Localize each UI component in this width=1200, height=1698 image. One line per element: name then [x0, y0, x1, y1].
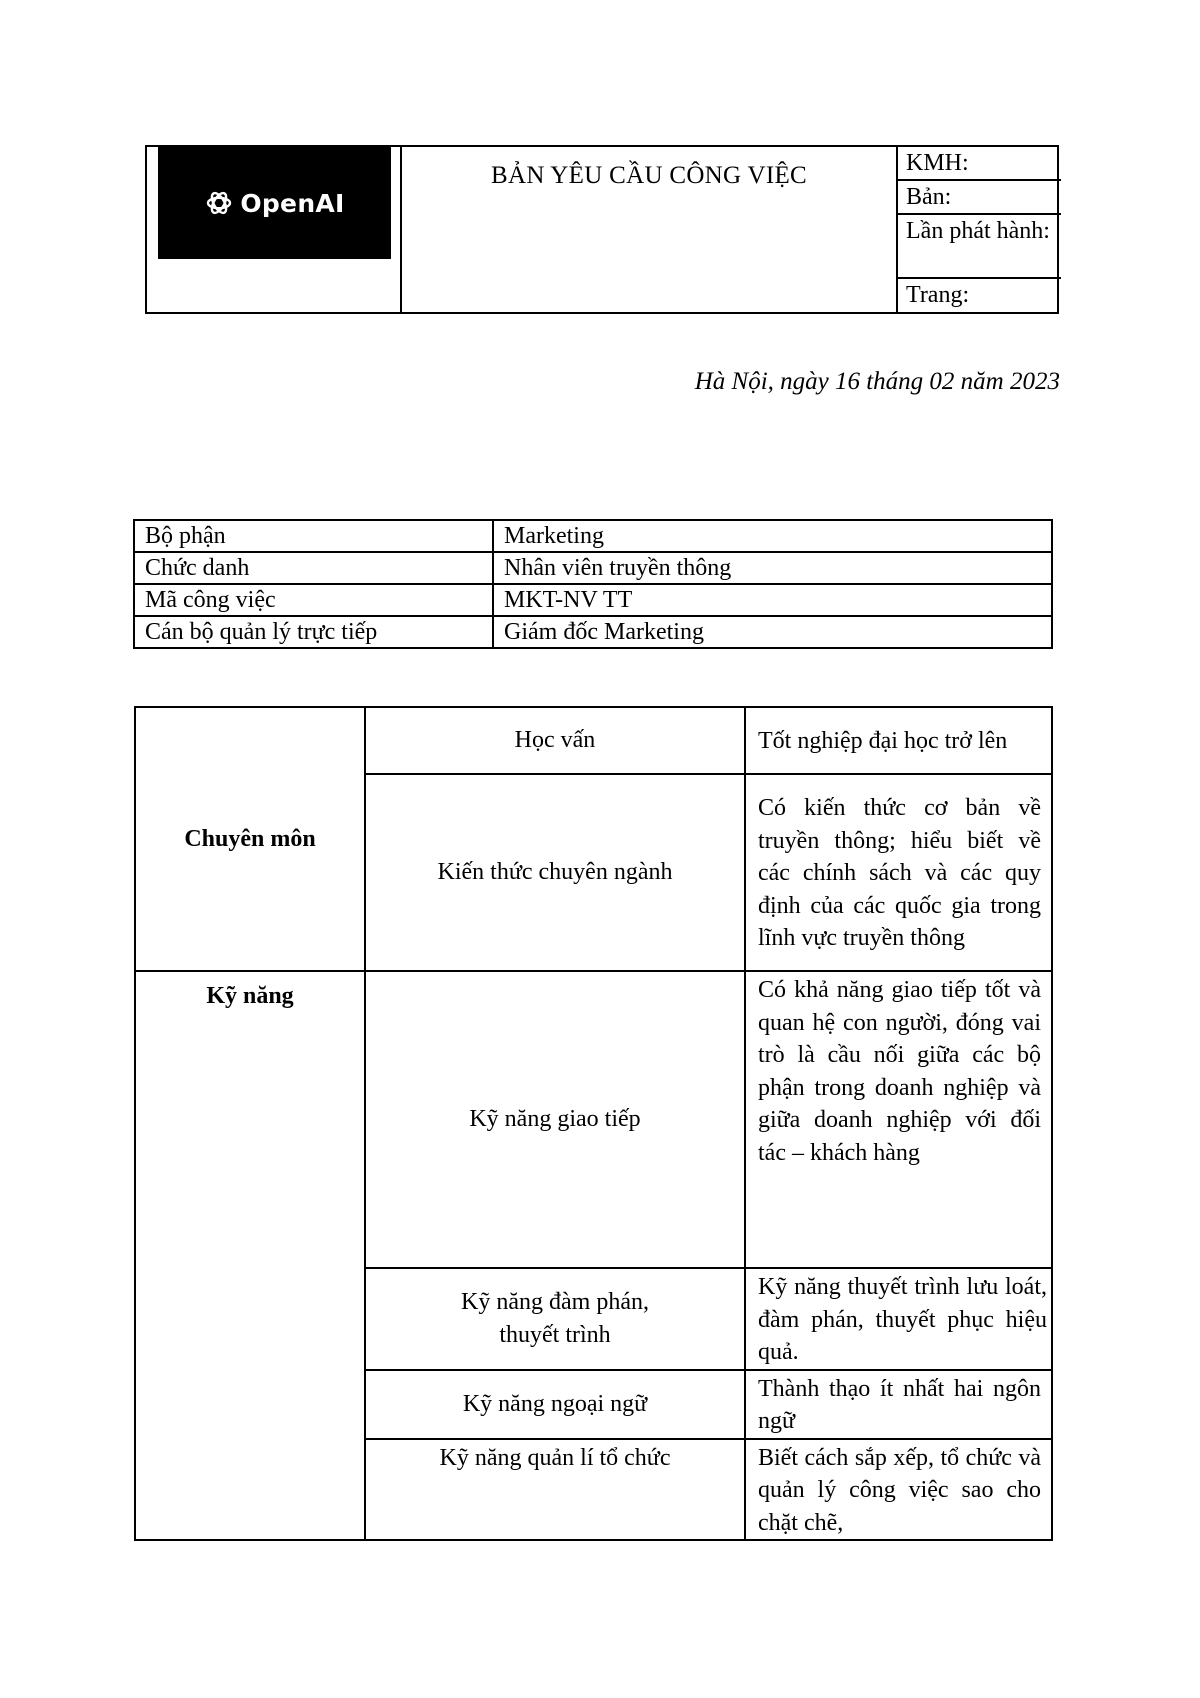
- meta-lan-phat-hanh: Lần phát hành:: [898, 215, 1061, 279]
- date-line: Hà Nội, ngày 16 tháng 02 năm 2023: [694, 368, 1060, 395]
- meta-trang: Trang:: [906, 282, 970, 308]
- table-row: [134, 584, 1052, 616]
- requirement-name: Học vấn: [365, 707, 745, 774]
- requirements-table: [134, 706, 1053, 1541]
- document-title: BẢN YÊU CẦU CÔNG VIỆC: [490, 162, 808, 189]
- document-header: [145, 145, 1059, 314]
- company-logo: [158, 147, 391, 259]
- info-label: Cán bộ quản lý trực tiếp: [134, 616, 493, 648]
- group-chuyen-mon: Chuyên môn: [135, 707, 365, 971]
- requirement-desc: Có kiến thức cơ bản về truyền thông; hiểu biết về các chính sách và các quy định của các quốc gia trong lĩnh vực truyền thông: [745, 774, 1052, 971]
- meta-kmh: KMH:: [898, 147, 1061, 181]
- info-label: Chức danh: [134, 552, 493, 584]
- logo-cell: [147, 147, 402, 312]
- info-value: Marketing: [493, 520, 1052, 552]
- requirement-name: Kỹ năng quản lí tổ chức: [365, 1439, 745, 1541]
- table-row: [134, 552, 1052, 584]
- requirement-desc: Thành thạo ít nhất hai ngôn ngữ: [745, 1370, 1052, 1439]
- table-row: [135, 971, 1052, 1268]
- document-meta: [896, 147, 1061, 312]
- openai-knot-icon: [204, 188, 234, 218]
- requirement-name: Kiến thức chuyên ngành: [365, 774, 745, 971]
- requirement-desc: Kỹ năng thuyết trình lưu loát, đàm phán, thuyết phục hiệu quả.: [745, 1268, 1052, 1370]
- info-value: Giám đốc Marketing: [493, 616, 1052, 648]
- requirement-name: Kỹ năng đàm phán, thuyết trình: [365, 1268, 745, 1370]
- logo-text: OpenAI: [240, 188, 345, 218]
- table-row: [134, 616, 1052, 648]
- table-row: [135, 707, 1052, 774]
- table-row: [134, 520, 1052, 552]
- info-value: Nhân viên truyền thông: [493, 552, 1052, 584]
- requirement-desc: Biết cách sắp xếp, tổ chức và quản lý công việc sao cho chặt chẽ,: [745, 1439, 1052, 1541]
- group-ky-nang: Kỹ năng: [135, 971, 365, 1540]
- info-label: Mã công việc: [134, 584, 493, 616]
- requirement-name: Kỹ năng ngoại ngữ: [365, 1370, 745, 1439]
- requirement-desc: Tốt nghiệp đại học trở lên: [745, 707, 1052, 774]
- position-info-table: [133, 519, 1053, 649]
- info-label: Bộ phận: [134, 520, 493, 552]
- meta-ban: Bản:: [898, 181, 1061, 215]
- info-value: MKT-NV TT: [493, 584, 1052, 616]
- requirement-name: Kỹ năng giao tiếp: [365, 971, 745, 1268]
- requirement-desc: Có khả năng giao tiếp tốt và quan hệ con người, đóng vai trò là cầu nối giữa các bộ phận trong doanh nghiệp và giữa doanh nghiệp với đối tác – khách hàng: [745, 971, 1052, 1268]
